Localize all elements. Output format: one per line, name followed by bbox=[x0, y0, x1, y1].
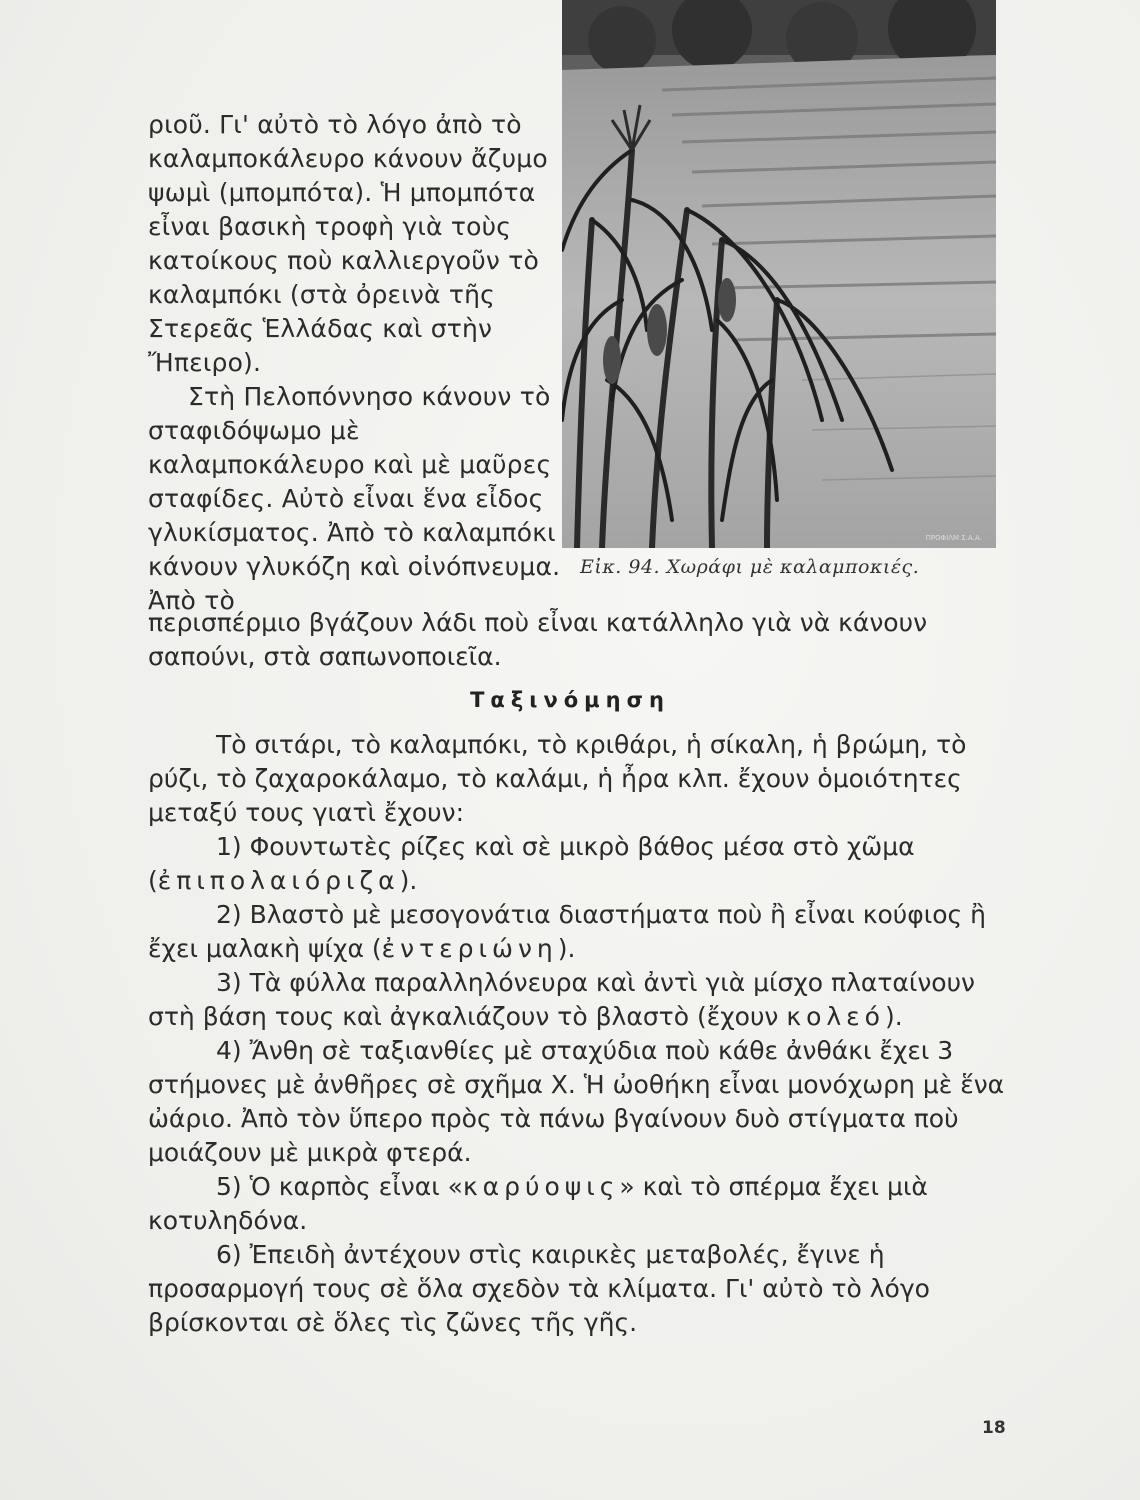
intro-text bbox=[148, 108, 568, 618]
list-item bbox=[148, 1238, 1008, 1340]
item-text: 6) Ἐπειδὴ ἀντέχουν στὶς καιρικὲς μεταβολές, ἔγινε ἡ προσαρμογή τους σὲ ὅλα σχεδὸν τὰ κλίματα. Γι' αὐτὸ τὸ λόγο βρίσκονται σὲ ὅλες τὶς ζῶνες τῆς γῆς. bbox=[148, 1240, 930, 1337]
list-item bbox=[148, 1170, 1008, 1238]
intro-paragraph-1: ριοῦ. Γι' αὐτὸ τὸ λόγο ἀπὸ τὸ καλαμποκάλευρο κάνουν ἄζυμο ψωμὶ (μπομπότα). Ἡ μπομπότα εἶναι βασικὴ τροφὴ γιὰ τοὺς κατοίκους ποὺ καλλιεργοῦν τὸ καλαμπόκι (στὰ ὀρεινὰ τῆς Στερεᾶς Ἑλλάδας καὶ στὴν Ἤπειρο). bbox=[148, 110, 548, 377]
item-text-end: ). bbox=[884, 1002, 903, 1031]
list-item bbox=[148, 1034, 1008, 1170]
item-term: ἐπιπολαιόριζα bbox=[157, 866, 400, 895]
continuation-text bbox=[148, 606, 1008, 674]
item-text: 3) Τὰ φύλλα παραλληλόνευρα καὶ ἀντὶ γιὰ μίσχο πλαταίνουν στὴ βάση τους καὶ ἀγκαλιάζουν τὸ βλαστὸ (ἔχουν bbox=[148, 968, 976, 1031]
continuation-paragraph: περισπέρμιο βγάζουν λάδι ποὺ εἶναι κατάλληλο γιὰ νὰ κάνουν σαπούνι, στὰ σαπωνοποιεῖα. bbox=[148, 608, 928, 671]
item-text: 1) Φουντωτὲς ρίζες καὶ σὲ μικρὸ βάθος μέσα στὸ χῶμα ( bbox=[148, 832, 915, 895]
item-term: ἐντεριώνη bbox=[381, 934, 558, 963]
item-text: 5) Ὁ καρπὸς εἶναι « bbox=[216, 1172, 463, 1201]
item-text: 2) Βλαστὸ μὲ μεσογονάτια διαστήματα ποὺ ἢ εἶναι κούφιος ἢ ἔχει μαλακὴ ψίχα ( bbox=[148, 900, 986, 963]
list-item bbox=[148, 966, 1008, 1034]
section-heading: Ταξινόμηση bbox=[470, 688, 670, 712]
item-text-end: » καὶ τὸ σπέρμα ἔχει μιὰ κοτυληδόνα. bbox=[148, 1172, 928, 1235]
intro-paragraph-2: Στὴ Πελοπόννησο κάνουν τὸ σταφιδόψωμο μὲ καλαμποκάλευρο καὶ μὲ μαῦρες σταφίδες. Αὐτὸ εἶναι ἕνα εἶδος γλυκίσματος. Ἀπὸ τὸ καλαμπόκι κάνουν γλυκόζη καὶ οἰνόπνευμα. Ἀπὸ τὸ bbox=[148, 382, 561, 615]
page-number: 18 bbox=[982, 1418, 1006, 1438]
item-text-end: ). bbox=[399, 866, 418, 895]
figure-caption: Εἰκ. 94. Χωράφι μὲ καλαμποκιές. bbox=[580, 556, 920, 578]
photo-credit: ΠΡΟΦΙΛΜ Σ.Α.Α. bbox=[925, 534, 982, 542]
cornfield-illustration bbox=[562, 0, 996, 548]
item-text-end: ). bbox=[557, 934, 576, 963]
list-item bbox=[148, 830, 1008, 898]
list-item bbox=[148, 898, 1008, 966]
item-term: καρύοψις bbox=[462, 1172, 620, 1201]
classification-section bbox=[148, 728, 1008, 1340]
section-lead: Τὸ σιτάρι, τὸ καλαμπόκι, τὸ κριθάρι, ἡ σίκαλη, ἡ βρώμη, τὸ ρύζι, τὸ ζαχαροκάλαμο, τὸ καλάμι, ἡ ἦρα κλπ. ἔχουν ὁμοιότητες μεταξύ τους γιατὶ ἔχουν: bbox=[148, 730, 967, 827]
item-text: 4) Ἄνθη σὲ ταξιανθίες μὲ σταχύδια ποὺ κάθε ἀνθάκι ἔχει 3 στήμονες μὲ ἀνθῆρες σὲ σχῆμα Χ. Ἡ ὠοθήκη εἶναι μονόχωρη μὲ ἕνα ὠάριο. Ἀπὸ τὸν ὕπερο πρὸς τὰ πάνω βγαίνουν δυὸ στίγματα ποὺ μοιάζουν μὲ μικρὰ φτερά. bbox=[148, 1036, 1005, 1167]
cornfield-photo bbox=[562, 0, 996, 548]
item-term: κολεό bbox=[786, 1002, 885, 1031]
